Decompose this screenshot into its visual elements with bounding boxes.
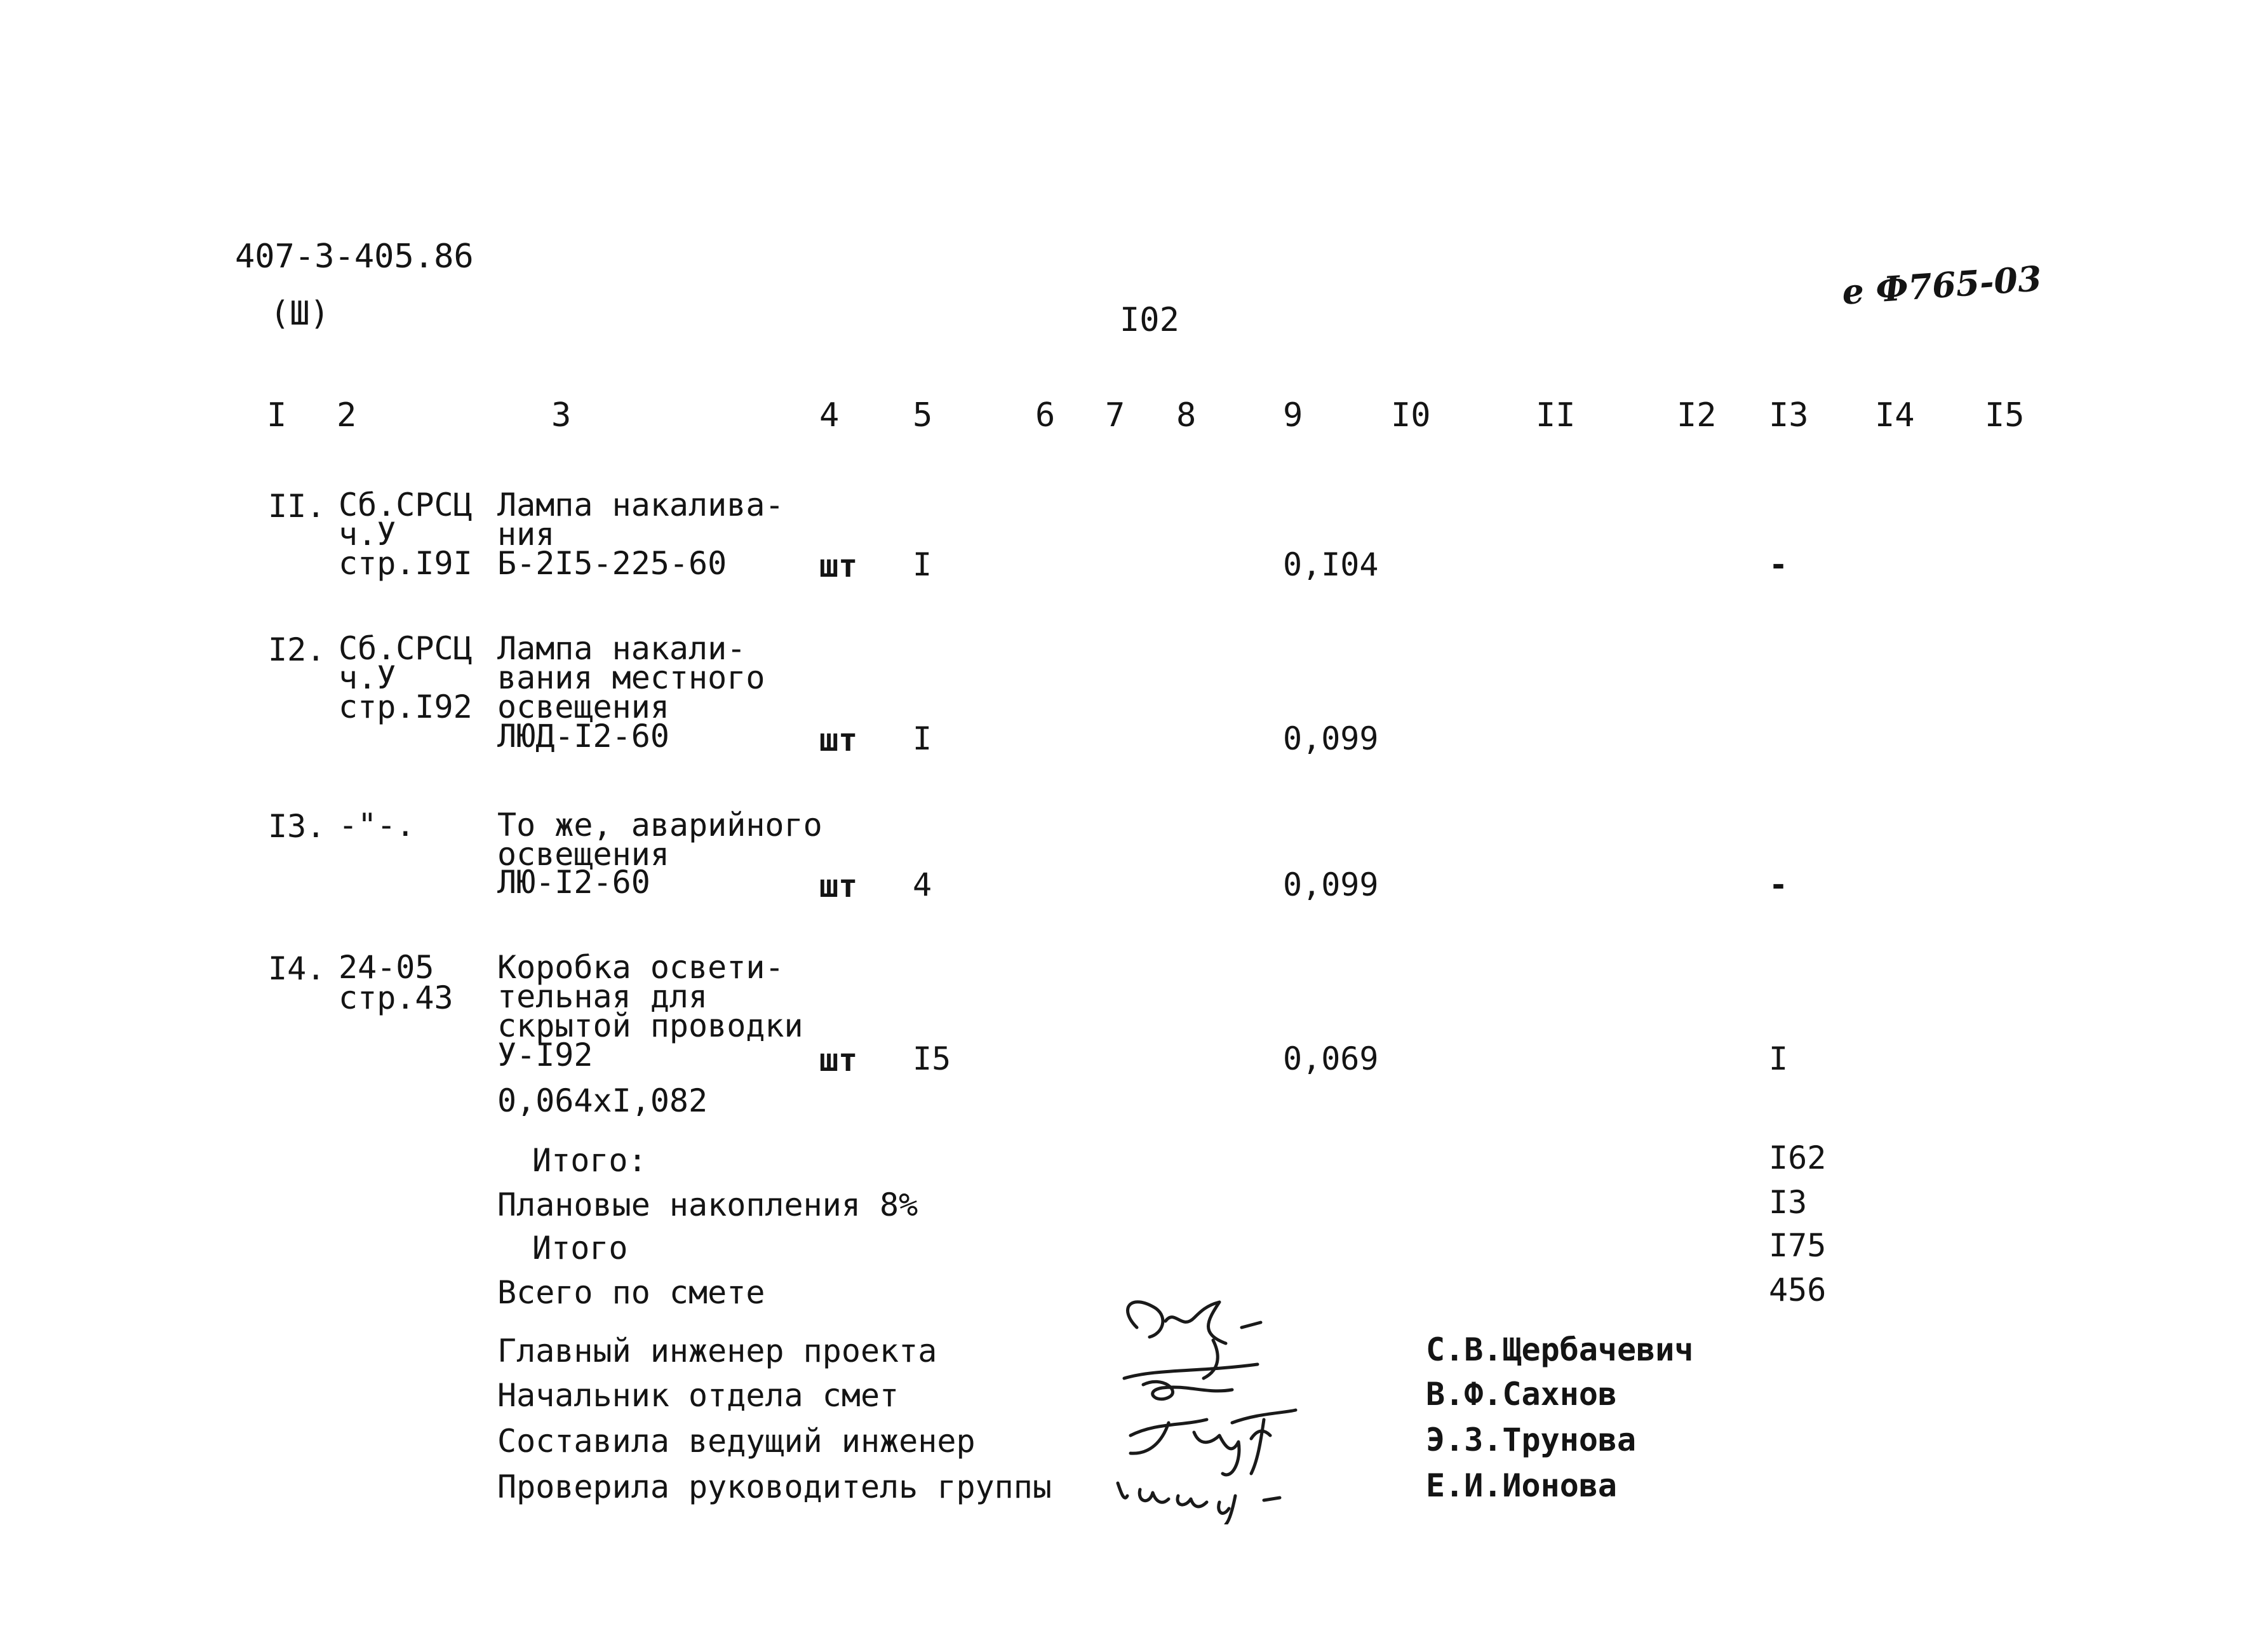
signature-4 <box>1118 1483 1280 1524</box>
description-line: ния <box>497 516 555 553</box>
signatory-name: С.В.Щербачевич <box>1426 1331 1694 1368</box>
column-header: I4 <box>1875 396 1915 434</box>
row-number: II. <box>268 488 326 525</box>
reference-line: стр.43 <box>339 979 453 1016</box>
description-line: освещения <box>497 689 669 725</box>
total-label: Итого: <box>532 1142 647 1179</box>
column-header: 6 <box>1035 396 1056 434</box>
column-header: 9 <box>1283 396 1303 434</box>
total-label: Всего по смете <box>497 1274 765 1311</box>
column-13-cell: I <box>1769 1040 1788 1077</box>
column-header: 2 <box>337 396 357 434</box>
signatory-name: В.Ф.Сахнов <box>1426 1376 1618 1413</box>
reference-line: Сб.СРСЦ <box>339 487 473 523</box>
description-line: тельная для <box>497 978 708 1015</box>
signature-3 <box>1131 1410 1296 1475</box>
reference-line: стр.I9I <box>339 545 473 582</box>
quantity-cell: I5 <box>913 1040 951 1077</box>
total-value: I3 <box>1769 1184 1808 1221</box>
signatory-name: Э.З.Трунова <box>1426 1421 1637 1458</box>
description-line: Б-2I5-225-60 <box>497 545 727 582</box>
column-13-cell: - <box>1769 866 1788 903</box>
signatory-role: Составила ведущий инженер <box>497 1423 976 1460</box>
column-header: 8 <box>1176 396 1197 434</box>
coefficient-cell: 0,099 <box>1283 720 1379 757</box>
reference-line: 24-05 <box>339 949 434 986</box>
column-header: I5 <box>1985 396 2025 434</box>
registration-stamp: е Ф765-03 <box>1841 258 2043 312</box>
coefficient-cell: 0,I04 <box>1283 546 1379 583</box>
total-value: I75 <box>1769 1227 1827 1264</box>
signatory-name: Е.И.Ионова <box>1426 1467 1618 1504</box>
column-header: 4 <box>819 396 840 434</box>
unit-cell: шт <box>819 868 858 904</box>
reference-line: ч.У <box>339 659 396 696</box>
calculation-note: 0,064хI,082 <box>497 1082 708 1119</box>
row-number: I4. <box>268 950 326 987</box>
column-header: I <box>267 396 287 434</box>
coefficient-cell: 0,069 <box>1283 1040 1379 1077</box>
signatory-role: Проверила руководитель группы <box>497 1468 1052 1505</box>
description-line: Коробка освети- <box>497 949 784 986</box>
column-header: I0 <box>1391 396 1431 434</box>
reference-line: -"-. <box>339 807 415 843</box>
description-line: ЛЮ-I2-60 <box>497 864 650 901</box>
row-number: I2. <box>268 631 326 668</box>
description-line: У-I92 <box>497 1037 593 1073</box>
column-header: 3 <box>551 396 572 434</box>
total-value: 456 <box>1769 1272 1827 1308</box>
description-line: скрытой проводки <box>497 1007 803 1044</box>
signatory-role: Начальник отдела смет <box>497 1377 899 1414</box>
description-line: Лампа накали- <box>497 630 746 667</box>
quantity-cell: 4 <box>913 866 932 903</box>
row-number: I3. <box>268 808 326 845</box>
reference-line: ч.У <box>339 516 396 553</box>
reference-line: Сб.СРСЦ <box>339 630 473 667</box>
signatory-role: Главный инженер проекта <box>497 1333 937 1369</box>
quantity-cell: I <box>913 546 932 583</box>
document-code: 407-3-405.86 <box>235 238 474 276</box>
description-line: вания местного <box>497 659 765 696</box>
column-13-cell: - <box>1769 546 1788 583</box>
quantity-cell: I <box>913 720 932 757</box>
description-line: Лампа накалива- <box>497 487 784 523</box>
description-line: освещения <box>497 836 669 873</box>
signature-2 <box>1124 1364 1258 1399</box>
column-header: 7 <box>1105 396 1125 434</box>
section-mark: (Ш) <box>270 295 330 333</box>
total-label: Плановые накопления 8% <box>497 1186 918 1223</box>
column-header: I3 <box>1769 396 1809 434</box>
total-label: Итого <box>532 1230 628 1267</box>
unit-cell: шт <box>819 548 858 584</box>
column-header: 5 <box>913 396 933 434</box>
description-line: ЛЮД-I2-60 <box>497 718 669 755</box>
column-header: II <box>1536 396 1576 434</box>
page-number: I02 <box>1120 301 1179 339</box>
unit-cell: шт <box>819 722 858 758</box>
column-header: I2 <box>1677 396 1717 434</box>
unit-cell: шт <box>819 1042 858 1079</box>
coefficient-cell: 0,099 <box>1283 866 1379 903</box>
reference-line: стр.I92 <box>339 689 473 725</box>
handwritten-signatures <box>1105 1283 1410 1524</box>
total-value: I62 <box>1769 1139 1827 1176</box>
description-line: То же, аварийного <box>497 807 822 843</box>
